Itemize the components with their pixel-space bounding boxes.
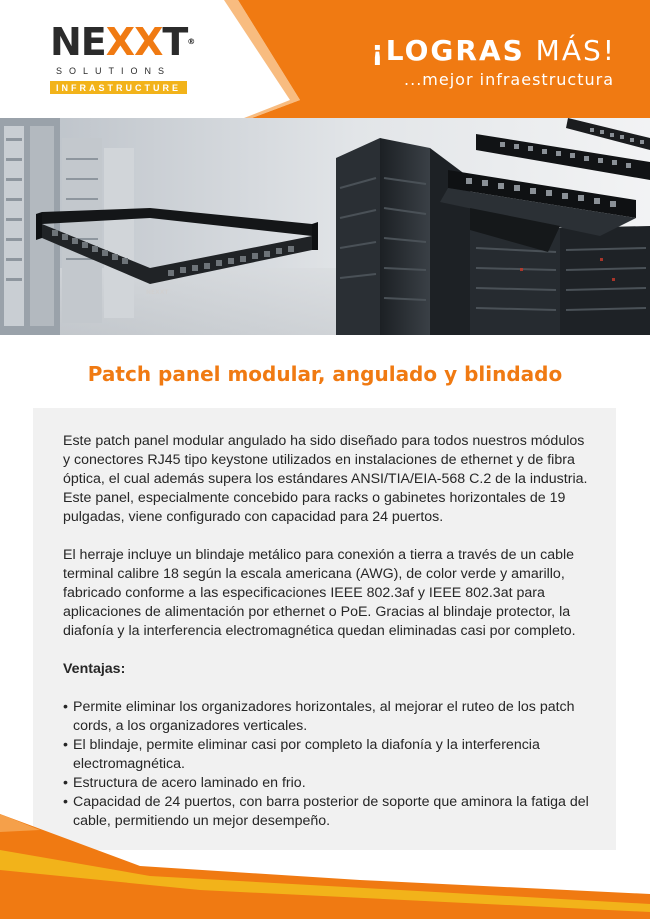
brand-logo bbox=[50, 22, 200, 96]
paragraph-intro: Este patch panel modular angulado ha sido diseñado para todos nuestros módulos y conectores RJ45 tipo keystone utilizados en instalaciones de ethernet y de fibra óptica, el cual además supera los estándares ANSI/TIA/EIA-568 C.2 de la industria. Este panel, especialmente concebido para racks o gabinetes horizontales de 19 pulgadas, viene configurado con capacidad para 24 puertos. bbox=[63, 433, 588, 525]
slogan-line-1: ¡LOGRAS MÁS! bbox=[370, 34, 616, 67]
paragraph-shielding: El herraje incluye un blindaje metálico para conexión a tierra a través de un cable terminal calibre 18 según la escala americana (AWG), de color verde y amarillo, fabricado conforme a las especificaciones IEEE 802.3af y IEEE 802.3at para aplicaciones de alimentación por ethernet o PoE. Gracias al blindaje protector, la diafonía y la interferencia electromagnética quedan eliminadas casi por completo. bbox=[63, 547, 576, 639]
content-box bbox=[33, 408, 616, 850]
bullet-icon: • bbox=[63, 737, 68, 753]
bullet-icon: • bbox=[63, 699, 68, 715]
list-item: • Permite eliminar los organizadores horizontales, al mejorar el ruteo de los patch cords, a los organizadores verticales. bbox=[63, 699, 575, 734]
footer-swoosh bbox=[0, 810, 650, 919]
list-item: • Estructura de acero laminado en frio. bbox=[63, 775, 306, 791]
slogan-line-2: ...mejor infraestructura bbox=[404, 70, 614, 89]
panel-label: NEXXT bbox=[146, 289, 169, 296]
brand-division-badge: INFRASTRUCTURE bbox=[50, 81, 187, 94]
brand-wordmark: NEXXT® bbox=[50, 20, 195, 64]
left-racks bbox=[0, 118, 134, 335]
list-item: • Capacidad de 24 puertos, con barra posterior de soporte que aminora la fatiga del cable, permitiendo un mejor desempeño. bbox=[63, 794, 589, 829]
header bbox=[0, 0, 650, 118]
body-text bbox=[63, 432, 590, 831]
bullet-icon: • bbox=[63, 794, 68, 810]
bullet-icon: • bbox=[63, 775, 68, 791]
list-item: • El blindaje, permite eliminar casi por completo la diafonía y la interferencia electromagnética. bbox=[63, 737, 540, 772]
hero-image bbox=[0, 118, 650, 335]
brand-solutions: SOLUTIONS bbox=[56, 66, 172, 76]
advantages-heading: Ventajas: bbox=[63, 661, 126, 677]
page-title: Patch panel modular, angulado y blindado bbox=[87, 362, 563, 386]
